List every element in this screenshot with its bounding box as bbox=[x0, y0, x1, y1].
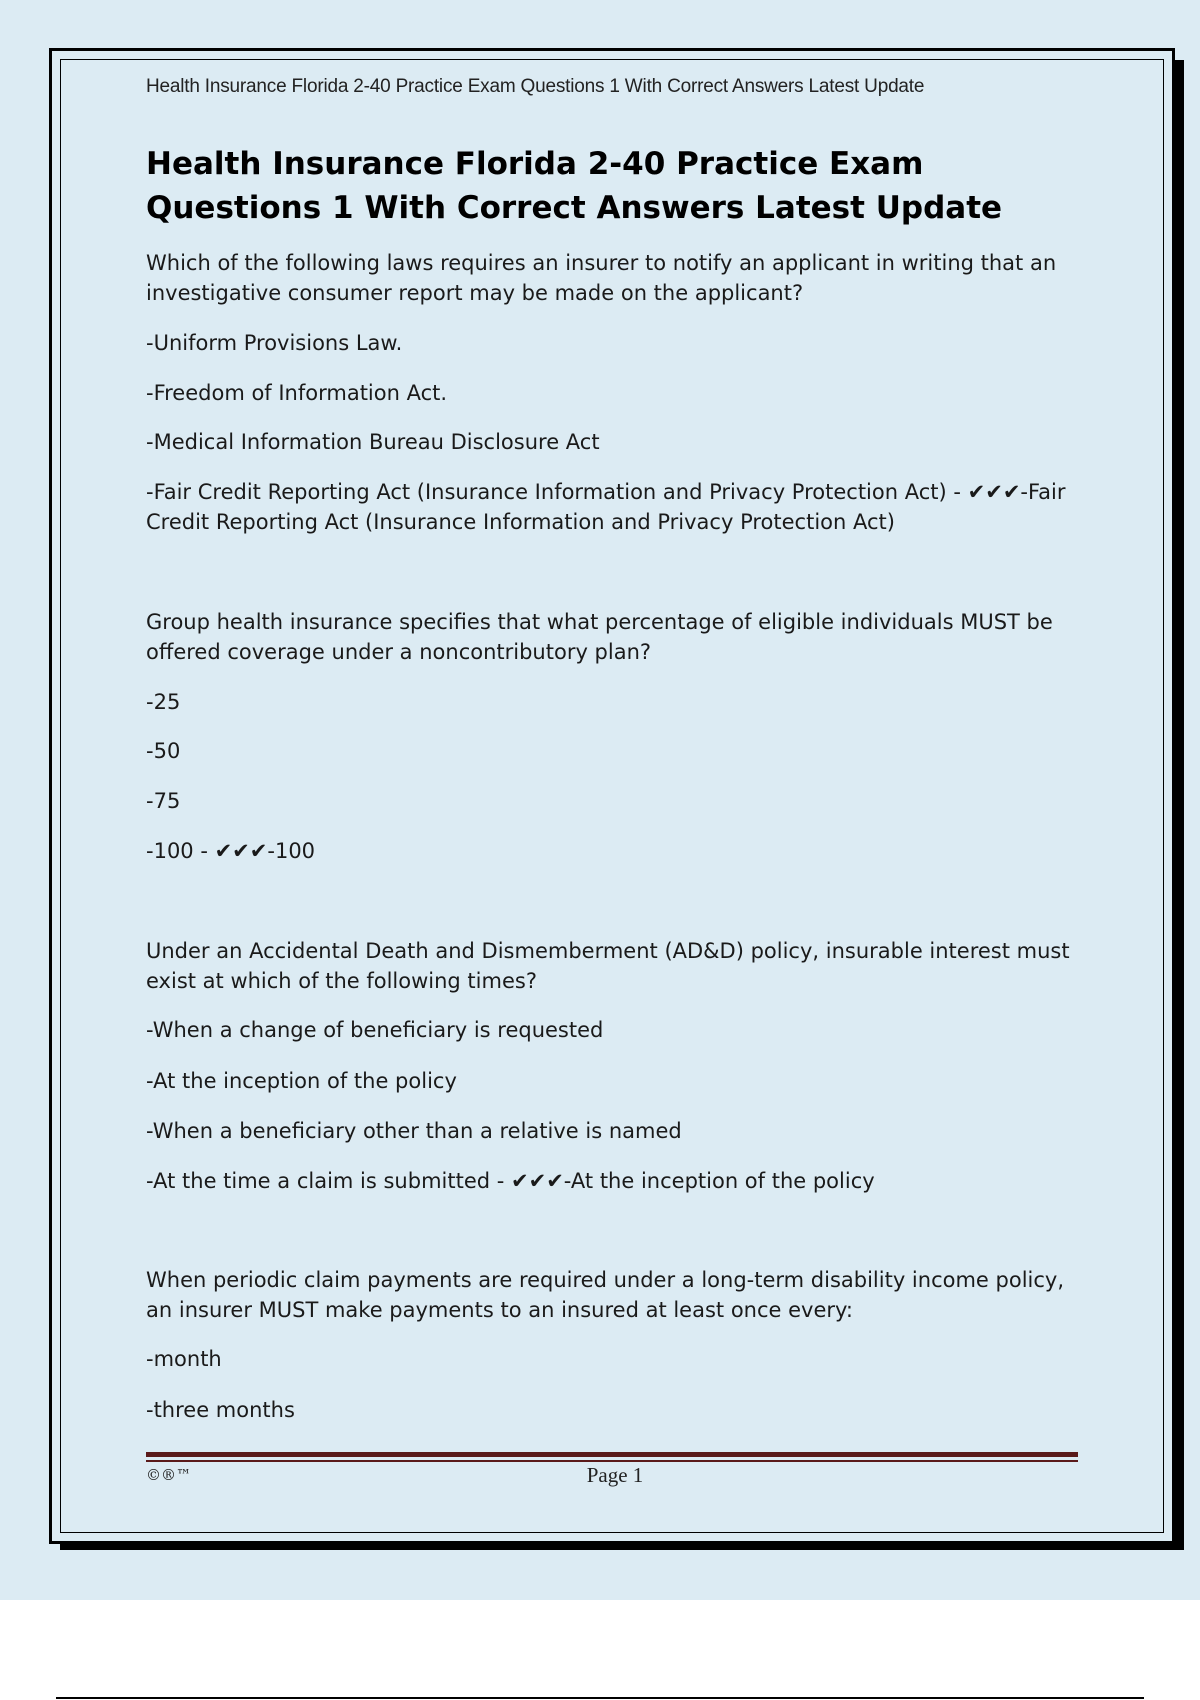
question-3-option-4-answer: -At the time a claim is submitted - ✔✔✔-At the inception of the policy bbox=[146, 1169, 875, 1193]
question-2-option-1: -25 bbox=[146, 690, 181, 714]
question-1 bbox=[146, 248, 1081, 308]
page-content bbox=[146, 72, 1076, 1422]
question-2-text: Group health insurance specifies that what percentage of eligible individuals MUST be offered coverage under a noncontributory plan? bbox=[146, 610, 1053, 664]
question-2-option-4-answer: -100 - ✔✔✔-100 bbox=[146, 839, 316, 863]
footer-page-number: Page 1 bbox=[586, 1463, 644, 1487]
footer-rule-thick bbox=[146, 1452, 1078, 1457]
question-1-text: Which of the following laws requires an insurer to notify an applicant in writing that an investigative consumer report may be made on the applicant? bbox=[146, 251, 1057, 305]
page-title-line-1: Health Insurance Florida 2-40 Practice Exam bbox=[146, 146, 924, 182]
question-1-option-3: -Medical Information Bureau Disclosure Act bbox=[146, 430, 600, 454]
question-3-text: Under an Accidental Death and Dismemberment (AD&D) policy, insurable interest must exist at which of the following times? bbox=[146, 939, 1070, 993]
question-2-option-2: -50 bbox=[146, 739, 181, 763]
running-header: Health Insurance Florida 2-40 Practice Exam Questions 1 With Correct Answers Latest Update bbox=[146, 76, 925, 97]
question-4-text: When periodic claim payments are required under a long-term disability income policy, an insurer MUST make payments to an insured at least once every: bbox=[146, 1268, 1065, 1322]
question-2-option-3: -75 bbox=[146, 789, 181, 813]
page-title-line-2: Questions 1 With Correct Answers Latest Update bbox=[146, 190, 1003, 226]
question-1-option-2: -Freedom of Information Act. bbox=[146, 381, 448, 405]
question-3-option-1: -When a change of beneficiary is requested bbox=[146, 1018, 604, 1042]
question-3-option-2: -At the inception of the policy bbox=[146, 1069, 457, 1093]
page-title bbox=[146, 142, 1081, 230]
question-3-option-3: -When a beneficiary other than a relative is named bbox=[146, 1119, 682, 1143]
next-page-divider bbox=[56, 1697, 1144, 1699]
question-1-option-4-answer: -Fair Credit Reporting Act (Insurance Information and Privacy Protection Act) - ✔✔✔-Fair Credit Reporting Act (Insurance Information and Privacy Protection Act) bbox=[146, 480, 1066, 534]
footer-copyright-symbols: ©®™ bbox=[146, 1466, 191, 1484]
question-4-option-2: -three months bbox=[146, 1398, 295, 1422]
question-1-option-1: -Uniform Provisions Law. bbox=[146, 331, 403, 355]
question-4-option-1: -month bbox=[146, 1347, 222, 1371]
